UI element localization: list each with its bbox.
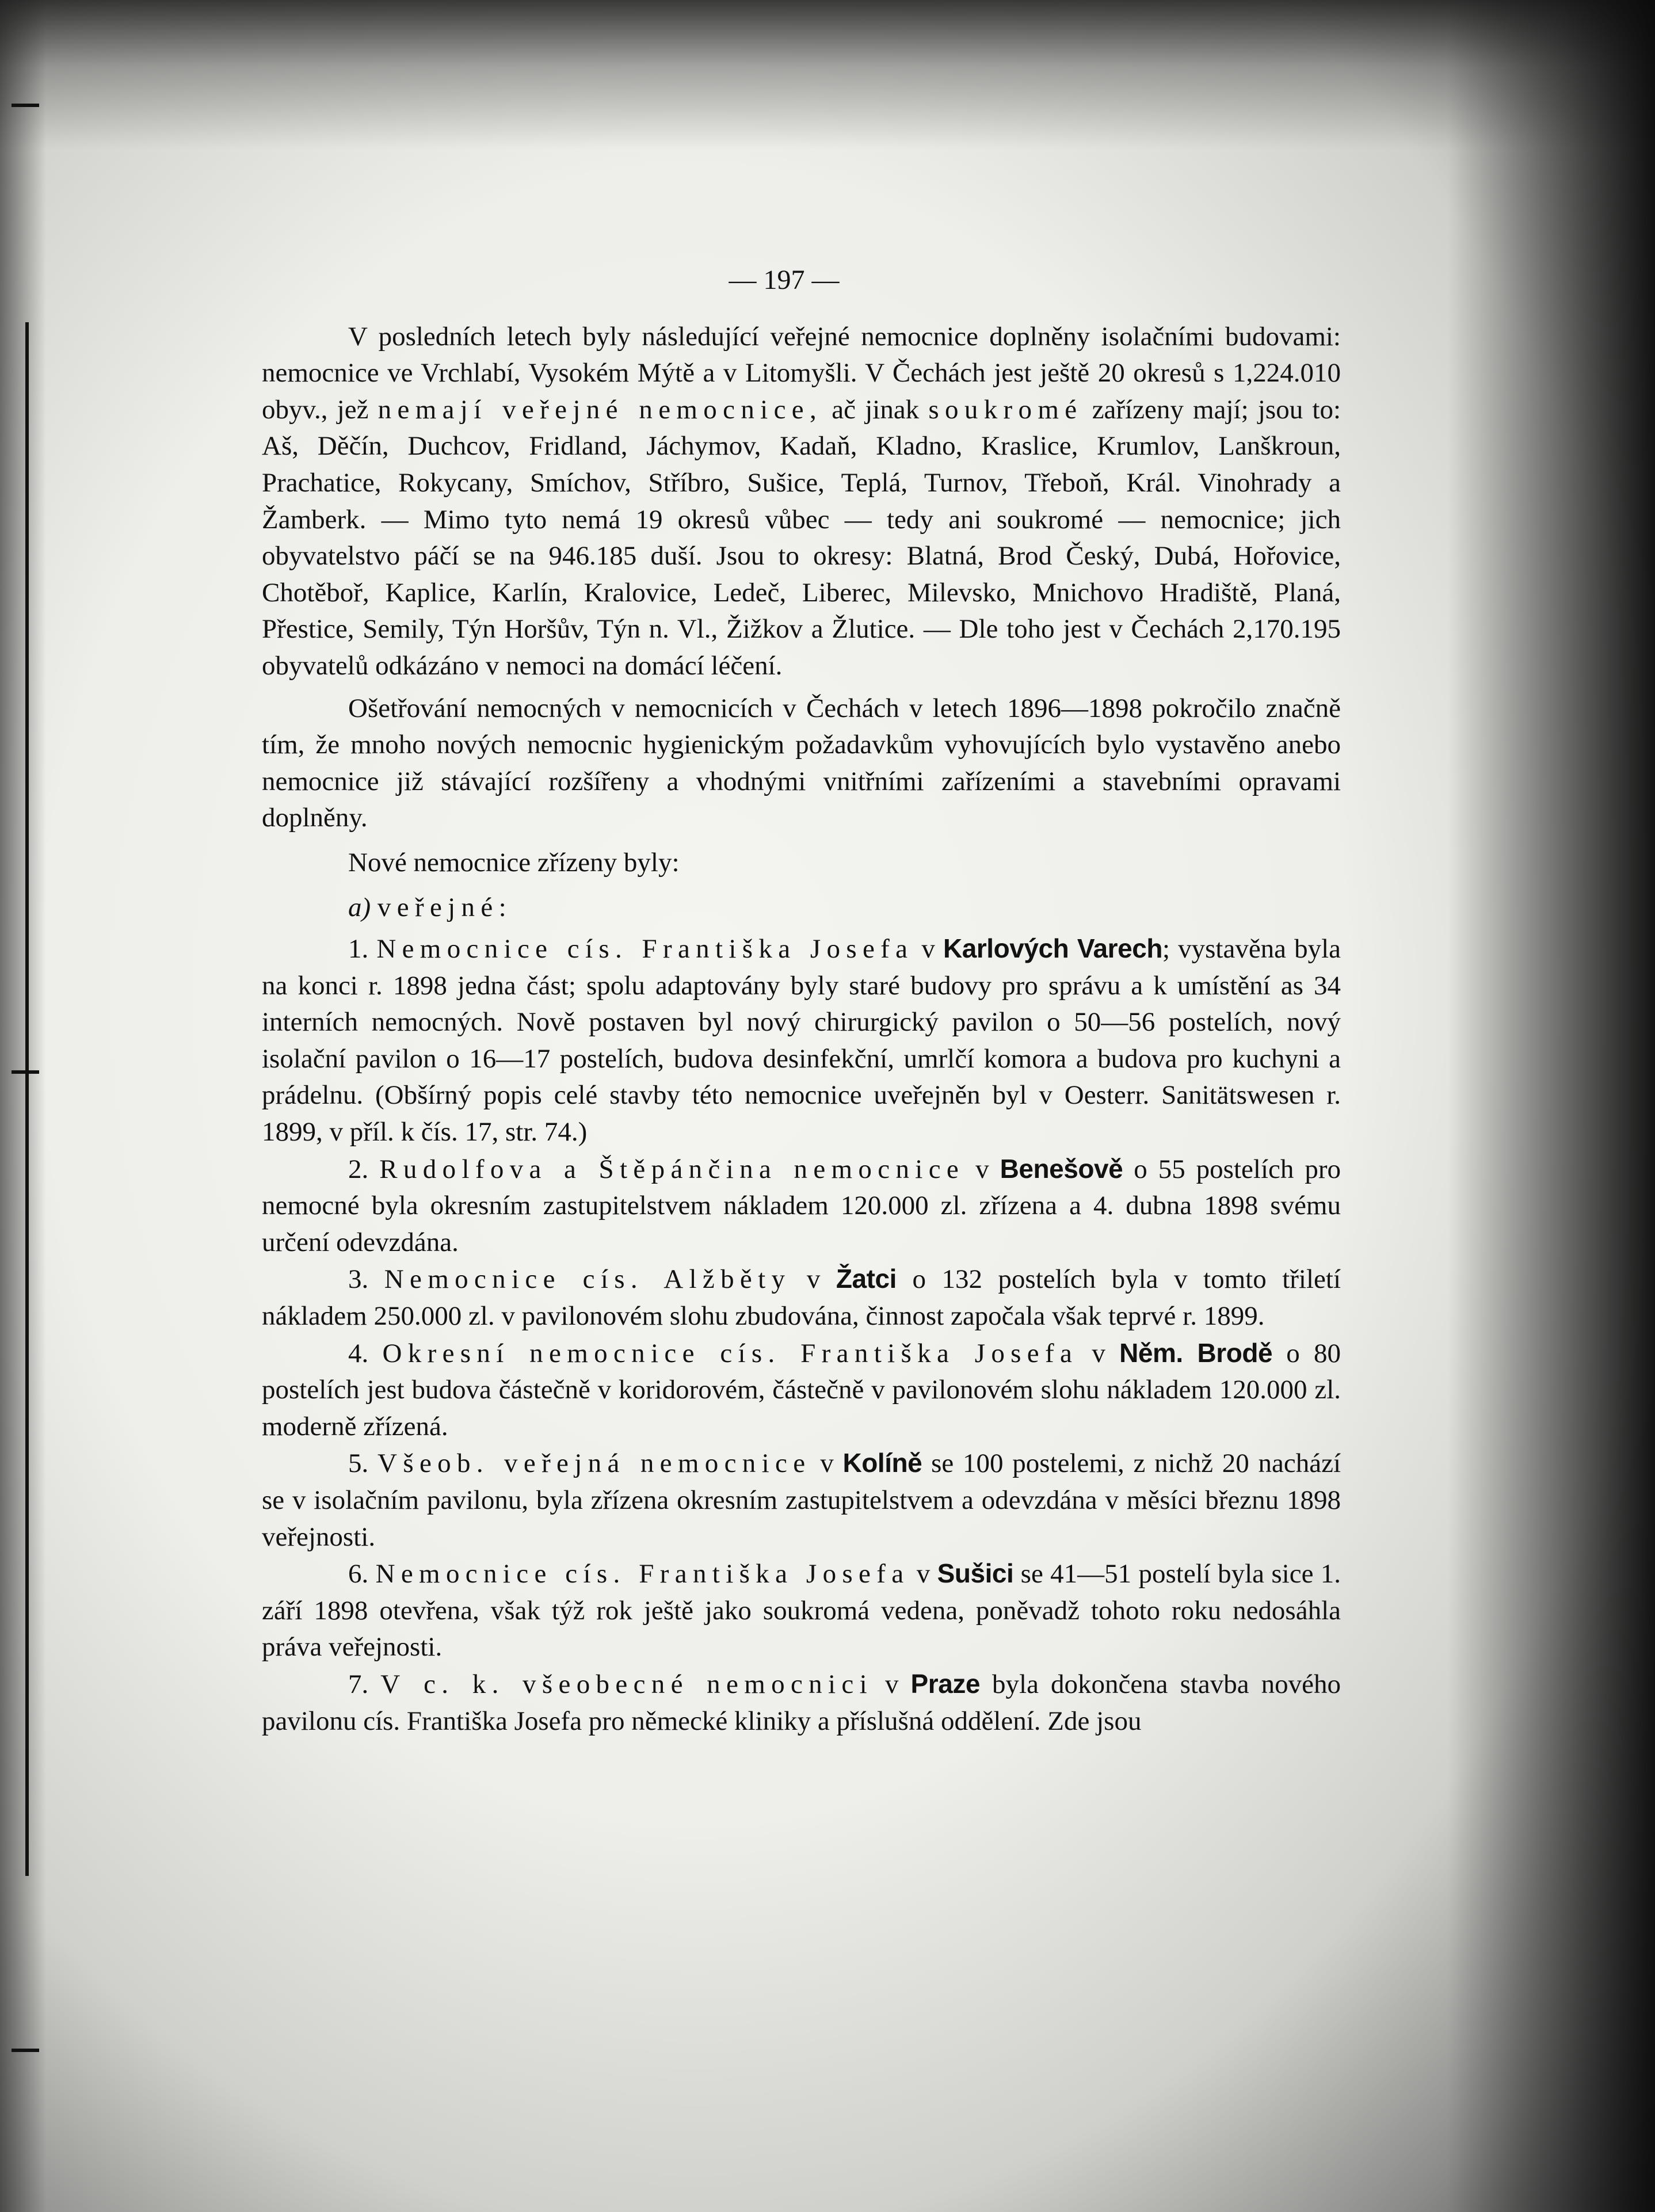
binding-line xyxy=(25,322,29,1876)
hospital-item xyxy=(262,1335,1341,1446)
item-text: v xyxy=(964,1154,1000,1184)
item-place: Něm. Brodě xyxy=(1119,1337,1273,1368)
item-place: Karlových Varech xyxy=(943,933,1162,964)
paragraph-isolation-buildings xyxy=(262,319,1341,685)
item-text: v xyxy=(909,1559,937,1589)
page-number: — 197 — xyxy=(729,265,840,295)
paragraph-text: zařízeny mají; jsou to: Aš, Děčín, Duchcov, Fridland, Jáchymov, Kadaň, Kladno, Kraslice, Krumlov, Lanškroun, Prachatice, Rokycany, Smíchov, Stříbro, Sušice, Teplá, Turnov, Třeboň, Král. Vinohrady a Žamberk. — Mimo tyto nemá 19 okresů vůbec — tedy ani soukromé — nemocnice; jich obyvatelstvo páčí se na 946.185 duší. Jsou to okresy: Blatná, Brod Český, Dubá, Hořovice, Chotěboř, Kaplice, Karlín, Kralovice, Ledeč, Liberec, Milevsko, Mnichovo Hradiště, Planá, Přestice, Semily, Týn Horšův, Týn n. Vl., Žižkov a Žlutice. — Dle toho jest v Čechách 2,170.195 obyvatelů odkázáno v nemoci na domácí léčení. xyxy=(262,394,1341,681)
section-label: veřejné: xyxy=(377,892,512,922)
hospital-item xyxy=(262,1261,1341,1334)
paragraph-hospital-care: Ošetřování nemocných v nemocnicích v Čechách v letech 1896—1898 pokročilo značně tím, že mnoho nových nemocnic hygienickým požadavkům vyhovujících bylo vystavěno anebo nemocnice již stávající rozšířeny a vhodnými vnitřními zařízeními a stavebními opravami doplněny. xyxy=(262,693,1341,833)
page-content xyxy=(262,262,1341,1740)
scan-shadow-right xyxy=(1448,0,1655,2212)
section-letter: a) xyxy=(348,892,371,922)
item-number: 3. xyxy=(348,1264,369,1295)
hospital-item xyxy=(262,1151,1341,1261)
item-place: Sušici xyxy=(937,1558,1014,1589)
item-place: Benešově xyxy=(1000,1153,1123,1184)
hospital-item xyxy=(262,1666,1341,1740)
item-text: v xyxy=(791,1264,836,1295)
item-spaced-name: Rudolfova a Štěpánčina nemocnice xyxy=(379,1154,965,1184)
intro-line: Nové nemocnice zřízeny byly: xyxy=(348,847,680,878)
item-place: Žatci xyxy=(836,1264,897,1294)
item-text: se 41—51 postelí byla sice 1. září 1898 otevřena, však týž rok ještě jako soukromá vedena, poněvadž tohoto roku nedosáhla práva veřejnosti. xyxy=(262,1559,1341,1662)
item-text: v xyxy=(1078,1338,1120,1368)
item-text: v xyxy=(873,1669,911,1699)
item-number: 4. xyxy=(348,1338,369,1368)
scan-shadow-top xyxy=(0,0,1655,150)
item-spaced-name: Okresní nemocnice cís. Františka Josefa xyxy=(382,1338,1078,1368)
item-spaced-name: Nemocnice cís. Alžběty xyxy=(384,1264,791,1295)
item-text: ; vystavěna byla na konci r. 1898 jedna část; spolu adaptovány byly staré budovy pro správu a k umístění as 34 interních nemocných. Nově postaven byl nový chirurgický pavilon o 50—56 postelích, nový isolační pavilon o 16—17 postelích, budova desinfekční, umrlčí komora a budova pro kuchyni a prádelnu. (Obšírný popis celé stavby této nemocnice uveřejněn byl v Oesterr. Sanitätswesen r. 1899, v příl. k čís. 17, str. 74.) xyxy=(262,934,1341,1147)
scan-shadow-left xyxy=(0,0,46,2212)
item-text: o 80 postelích jest budova částečně v koridorovém, částečně v pavilonovém slohu nákladem 120.000 zl. moderně zřízená. xyxy=(262,1338,1341,1441)
item-place: Praze xyxy=(910,1668,980,1699)
item-spaced-name: Nemocnice cís. Františka Josefa xyxy=(375,1559,910,1589)
binding-mark xyxy=(12,2049,39,2052)
item-text: byla dokončena stavba nového pavilonu cís. Františka Josefa pro německé kliniky a příslušná oddělení. Zde jsou xyxy=(262,1669,1341,1736)
item-text: v xyxy=(913,934,943,964)
section-heading-a xyxy=(348,890,1341,926)
binding-mark xyxy=(12,104,39,107)
item-number: 1. xyxy=(348,934,369,964)
item-spaced-name: V c. k. všeobecné nemocnici xyxy=(380,1669,873,1699)
item-text: se 100 postelemi, z nichž 20 nachází se v isolačním pavilonu, byla zřízena okresním zastupitelstvem a odevzdána v měsíci březnu 1898 veřejnosti. xyxy=(262,1448,1341,1552)
hospital-item xyxy=(262,1555,1341,1666)
item-text: o 132 postelích byla v tomto třiletí nákladem 250.000 zl. v pavilonovém slohu zbudována, činnost započala však teprvé r. 1899. xyxy=(262,1264,1341,1332)
item-number: 5. xyxy=(348,1448,369,1479)
item-spaced-name: Všeob. veřejná nemocnice xyxy=(377,1448,811,1479)
item-number: 2. xyxy=(348,1154,369,1184)
paragraph-text: V posledních letech byly následující veřejné nemocnice doplněny isolačními budovami: nemocnice ve Vrchlabí, Vysokém Mýtě a v Litomyšli. V Čechách jest ještě 20 okresů s 1,224.010 obyv., jež xyxy=(262,321,1341,425)
item-place: Kolíně xyxy=(842,1448,922,1478)
spaced-emphasis: soukromé xyxy=(928,394,1083,425)
binding-mark xyxy=(12,1070,39,1074)
item-spaced-name: Nemocnice cís. Františka Josefa xyxy=(376,934,914,964)
item-text: o 55 postelích pro nemocné byla okresním zastupitelstvem nákladem 120.000 zl. zřízena a 4. dubna 1898 svému určení odevzdána. xyxy=(262,1154,1341,1257)
item-number: 7. xyxy=(348,1669,369,1699)
item-number: 6. xyxy=(348,1559,369,1589)
hospital-item xyxy=(262,930,1341,1151)
spaced-emphasis: nemají veřejné nemocnice, xyxy=(377,394,823,425)
hospital-item xyxy=(262,1445,1341,1555)
paragraph-text: ač jinak xyxy=(822,394,929,425)
item-text: v xyxy=(811,1448,843,1479)
